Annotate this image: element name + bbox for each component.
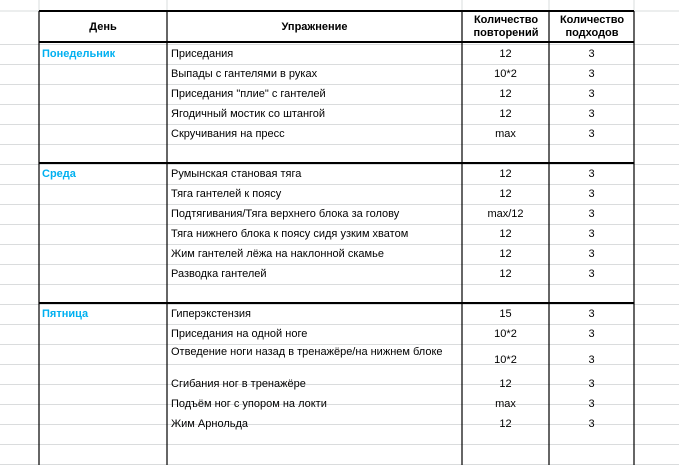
- day-label[interactable]: Понедельник: [42, 48, 116, 60]
- sets-cell[interactable]: 3: [588, 68, 595, 80]
- exercise-cell[interactable]: Приседания: [171, 48, 234, 60]
- sets-cell[interactable]: 3: [588, 268, 595, 280]
- exercise-cell[interactable]: Гиперэкстензия: [171, 308, 251, 320]
- exercise-cell[interactable]: Жим Арнольда: [171, 418, 249, 430]
- exercise-cell[interactable]: Ягодичный мостик со штангой: [171, 108, 326, 120]
- exercise-cell[interactable]: Жим гантелей лёжа на наклонной скамье: [171, 248, 384, 260]
- reps-cell[interactable]: max/12: [487, 208, 524, 220]
- exercise-cell[interactable]: Приседания на одной ноге: [171, 328, 308, 340]
- reps-cell[interactable]: 12: [499, 168, 512, 180]
- exercise-cell[interactable]: Тяга нижнего блока к поясу сидя узким хватом: [171, 228, 409, 240]
- reps-cell[interactable]: 12: [499, 188, 512, 200]
- sets-cell[interactable]: 3: [588, 48, 595, 60]
- sets-cell[interactable]: 3: [588, 108, 595, 120]
- reps-cell[interactable]: 15: [499, 308, 512, 320]
- exercise-cell[interactable]: Приседания "плие" с гантелей: [171, 88, 326, 100]
- exercise-cell[interactable]: Скручивания на пресс: [171, 128, 285, 140]
- sets-cell[interactable]: 3: [588, 418, 595, 430]
- sets-cell[interactable]: 3: [588, 88, 595, 100]
- reps-cell[interactable]: 12: [499, 378, 512, 390]
- sets-cell[interactable]: 3: [588, 378, 595, 390]
- sets-cell[interactable]: 3: [588, 228, 595, 240]
- reps-cell[interactable]: 12: [499, 48, 512, 60]
- exercise-cell[interactable]: Выпады с гантелями в руках: [171, 68, 318, 80]
- reps-cell[interactable]: 12: [499, 248, 512, 260]
- reps-cell[interactable]: max: [495, 398, 516, 410]
- reps-cell[interactable]: 12: [499, 88, 512, 100]
- exercise-cell[interactable]: Подъём ног с упором на локти: [171, 398, 327, 410]
- reps-cell[interactable]: 12: [499, 268, 512, 280]
- exercise-cell[interactable]: Тяга гантелей к поясу: [171, 188, 282, 200]
- day-label[interactable]: Среда: [42, 168, 76, 180]
- sets-cell[interactable]: 3: [588, 208, 595, 220]
- sets-cell[interactable]: 3: [588, 168, 595, 180]
- reps-cell[interactable]: 12: [499, 108, 512, 120]
- sets-cell[interactable]: 3: [588, 328, 595, 340]
- header-exercise[interactable]: Упражнение: [281, 21, 348, 33]
- sets-cell[interactable]: 3: [588, 308, 595, 320]
- sets-cell[interactable]: 3: [588, 248, 595, 260]
- exercise-cell[interactable]: Отведение ноги назад в тренажёре/на нижнем блоке: [171, 346, 443, 358]
- reps-cell[interactable]: 12: [499, 228, 512, 240]
- reps-cell[interactable]: 10*2: [494, 328, 517, 340]
- sets-cell[interactable]: 3: [588, 354, 595, 366]
- sets-cell[interactable]: 3: [588, 398, 595, 410]
- day-label[interactable]: Пятница: [42, 308, 89, 320]
- exercise-cell[interactable]: Подтягивания/Тяга верхнего блока за голову: [171, 208, 400, 220]
- reps-cell[interactable]: 12: [499, 418, 512, 430]
- header-day[interactable]: День: [89, 21, 117, 33]
- sets-cell[interactable]: 3: [588, 188, 595, 200]
- reps-cell[interactable]: 10*2: [494, 354, 517, 366]
- exercise-cell[interactable]: Разводка гантелей: [171, 268, 267, 280]
- exercise-cell[interactable]: Румынская становая тяга: [171, 168, 302, 180]
- reps-cell[interactable]: 10*2: [494, 68, 517, 80]
- sets-cell[interactable]: 3: [588, 128, 595, 140]
- header-reps[interactable]: Количество повторений: [473, 14, 539, 39]
- reps-cell[interactable]: max: [495, 128, 516, 140]
- header-sets[interactable]: Количество подходов: [559, 14, 625, 39]
- exercise-cell[interactable]: Сгибания ног в тренажёре: [171, 378, 306, 390]
